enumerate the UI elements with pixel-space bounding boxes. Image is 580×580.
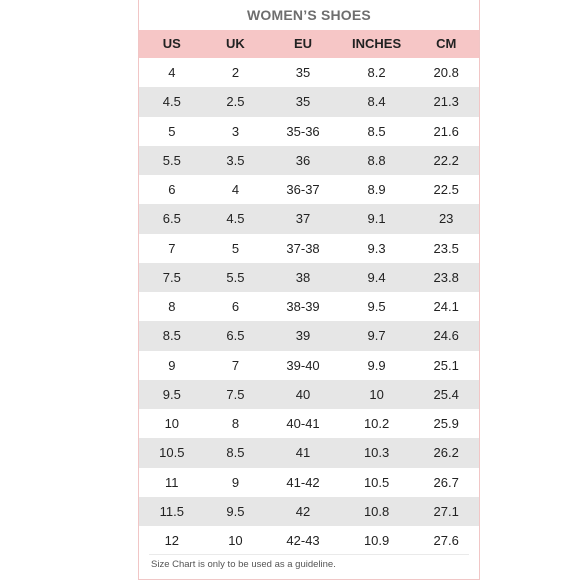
table-cell: 9.5 [367, 299, 386, 314]
table-cell: 8 [168, 299, 176, 314]
table-cell: 39 [295, 328, 311, 344]
table-cell: 4 [168, 65, 176, 80]
table-cell: 42-43 [286, 533, 320, 548]
table-cell: 26.7 [433, 474, 459, 490]
footnote: Size Chart is only to be used as a guideline. [151, 559, 336, 570]
table-row [139, 175, 479, 204]
table-cell: 27.6 [433, 533, 459, 548]
table-cell: 11 [165, 474, 179, 490]
table-cell: 8.5 [367, 123, 386, 139]
table-cell: 12 [164, 533, 180, 548]
table-cell: 23.5 [433, 240, 459, 256]
table-cell: 10.2 [363, 416, 390, 431]
table-row [139, 351, 479, 380]
table-row [139, 497, 479, 526]
table-cell: 9.5 [162, 386, 181, 402]
table-cell: 9.5 [226, 503, 245, 519]
table-cell: 3.5 [226, 152, 245, 168]
table-cell: 26.2 [433, 445, 459, 461]
table-cell: 35 [295, 65, 311, 80]
table-cell: 9 [168, 357, 176, 373]
column-header-uk: UK [226, 36, 245, 51]
table-cell: 4 [231, 182, 240, 197]
table-cell: 6 [231, 299, 240, 314]
table-cell: 25.1 [433, 357, 459, 373]
table-cell: 6.5 [226, 328, 245, 344]
table-cell: 35 [295, 94, 311, 110]
table-cell: 35-36 [286, 123, 320, 139]
table-cell: 4.5 [162, 94, 181, 110]
table-cell: 3 [231, 123, 240, 139]
table-cell: 5.5 [162, 152, 181, 168]
table-cell: 7 [168, 240, 176, 256]
table-cell: 40 [295, 386, 311, 402]
table-cell: 24.6 [433, 328, 459, 344]
table-cell: 25.4 [433, 386, 459, 402]
table-cell: 4.5 [226, 211, 245, 227]
table-body [139, 58, 479, 555]
table-cell: 41 [295, 445, 311, 461]
table-cell: 25.9 [433, 416, 459, 431]
table-cell: 37-38 [286, 240, 320, 256]
table-cell: 10.5 [159, 445, 185, 461]
table-row [139, 526, 479, 555]
table-cell: 7.5 [162, 269, 181, 285]
table-cell: 9.9 [367, 357, 386, 373]
table-cell: 10.5 [363, 474, 390, 490]
table-cell: 10 [369, 386, 384, 402]
table-cell: 5 [168, 123, 176, 139]
table-cell: 5.5 [226, 269, 245, 285]
table-cell: 42 [295, 503, 311, 519]
table-cell: 38 [295, 269, 311, 285]
table-cell: 40-41 [286, 416, 320, 431]
table-cell: 39-40 [286, 357, 320, 373]
table-cell: 8.8 [367, 152, 386, 168]
table-row [139, 263, 479, 292]
table-cell: 27.1 [433, 503, 459, 519]
table-cell: 9.7 [367, 328, 386, 344]
table-cell: 9.4 [367, 269, 386, 285]
column-header-inches: INCHES [352, 36, 402, 51]
table-row [139, 146, 479, 175]
column-header-eu: EU [294, 36, 313, 51]
table-row [139, 292, 479, 321]
table-cell: 8.5 [226, 445, 245, 461]
table-row [139, 204, 479, 233]
table-cell: 6.5 [162, 211, 181, 227]
table-cell: 7 [231, 357, 240, 373]
table-cell: 10 [228, 533, 243, 548]
table-row [139, 468, 479, 497]
table-cell: 2 [231, 65, 240, 80]
divider [149, 554, 469, 555]
table-cell: 9.3 [367, 240, 386, 256]
table-cell: 8.5 [162, 328, 181, 344]
table-cell: 10 [164, 416, 180, 431]
table-cell: 20.8 [433, 65, 459, 80]
table-cell: 5 [231, 240, 240, 256]
table-cell: 2.5 [226, 94, 245, 110]
table-cell: 23.8 [433, 269, 459, 285]
table-row [139, 117, 479, 146]
table-cell: 38-39 [286, 299, 320, 314]
table-cell: 8 [231, 416, 240, 431]
size-chart [138, 0, 480, 580]
table-cell: 24.1 [433, 299, 459, 314]
table-cell: 23 [438, 211, 454, 227]
table-row [139, 409, 479, 438]
table-header [139, 30, 479, 58]
table-cell: 21.6 [433, 123, 459, 139]
table-cell: 8.9 [367, 182, 386, 197]
table-row [139, 234, 479, 263]
table-cell: 21.3 [433, 94, 459, 110]
table-cell: 10.9 [363, 533, 390, 548]
table-row [139, 321, 479, 350]
table-cell: 36 [295, 152, 311, 168]
table-cell: 22.5 [433, 182, 459, 197]
table-cell: 8.4 [367, 94, 386, 110]
table-row [139, 380, 479, 409]
column-header-us: US [162, 36, 181, 51]
table-cell: 37 [295, 211, 311, 227]
table-cell: 41-42 [286, 474, 320, 490]
table-cell: 11.5 [159, 503, 184, 519]
table-cell: 36-37 [286, 182, 320, 197]
table-row [139, 87, 479, 116]
table-cell: 9.1 [367, 211, 386, 227]
table-cell: 22.2 [433, 152, 459, 168]
table-cell: 10.8 [363, 503, 390, 519]
table-cell: 10.3 [363, 445, 390, 461]
column-header-cm: CM [436, 36, 457, 51]
table-row [139, 438, 479, 467]
table-cell: 8.2 [367, 65, 386, 80]
table-cell: 7.5 [226, 386, 245, 402]
table-row [139, 58, 479, 87]
table-cell: 6 [168, 182, 176, 197]
chart-title: WOMEN’S SHOES [247, 7, 371, 23]
table-cell: 9 [231, 474, 240, 490]
